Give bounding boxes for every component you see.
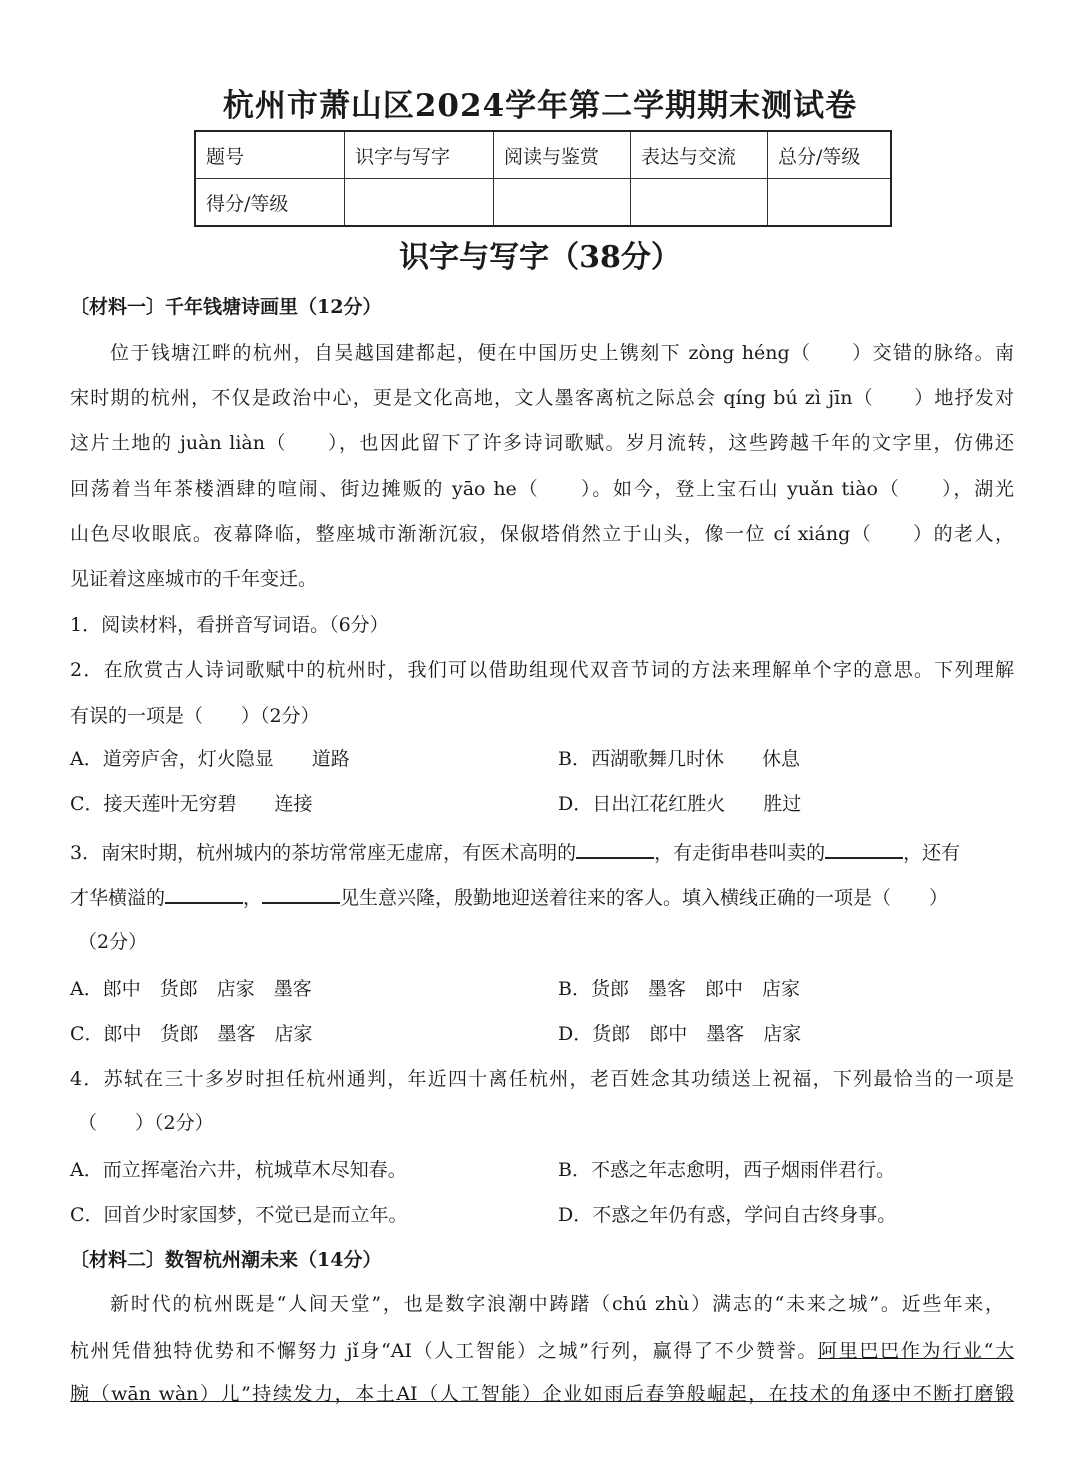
score-cell	[768, 179, 892, 227]
paragraph-line: 回荡着当年茶楼酒肆的喧闹、街边摊贩的 yāo he（ ）。如今，登上宝石山 yuǎn tiào（ ），湖光	[70, 478, 1014, 500]
option-c: C．郎中 货郎 墨客 店家	[70, 1023, 313, 1045]
exam-title: 杭州市萧山区2024学年第二学期期末测试卷	[222, 88, 858, 124]
score-cell: 题号	[195, 131, 345, 179]
score-cell: 表达与交流	[631, 131, 768, 179]
stem-text: ，还有	[903, 842, 961, 864]
option-c: C．回首少时家国梦，不觉已是而立年。	[70, 1204, 408, 1226]
score-cell	[345, 179, 494, 227]
option-b: B．不惑之年志愈明，西子烟雨伴君行。	[558, 1159, 895, 1181]
answer-blank	[165, 884, 243, 904]
question-2-stem: 2．在欣赏古人诗词歌赋中的杭州时，我们可以借助组现代双音节词的方法来理解单个字的意思。下列理解	[70, 659, 1014, 681]
question-1: 1．阅读材料，看拼音写词语。（6分）	[70, 614, 389, 636]
question-3-stem	[70, 839, 960, 866]
stem-text: 3．南宋时期，杭州城内的茶坊常常座无虚席，有医术高明的	[70, 842, 577, 864]
option-a: A．而立挥毫治六井，杭城草木尽知春。	[70, 1159, 407, 1181]
paragraph-line: 这片土地的 juàn liàn（ ），也因此留下了许多诗词歌赋。岁月流转，这些跨越千年的文字里，仿佛还	[70, 432, 1014, 454]
question-3-stem	[70, 884, 948, 911]
answer-blank	[576, 839, 654, 859]
score-cell	[494, 179, 631, 227]
material2-heading: 〔材料二〕数智杭州潮未来（14分）	[70, 1249, 382, 1271]
option-d: D．不惑之年仍有惑，学问自古终身事。	[558, 1204, 897, 1226]
paragraph-line: 宋时期的杭州，不仅是政治中心，更是文化高地，文人墨客离杭之际总会 qíng bú zì jīn（ ）地抒发对	[70, 387, 1014, 409]
score-cell: 得分/等级	[195, 179, 345, 227]
stem-text: ，	[243, 887, 263, 909]
paragraph-line: 见证着这座城市的千年变迁。	[70, 568, 318, 590]
option-a: A．郎中 货郎 店家 墨客	[70, 978, 312, 1000]
material1-heading: 〔材料一〕千年钱塘诗画里（12分）	[70, 296, 382, 318]
underlined-text: 阿里巴巴作为行业“大	[818, 1340, 1014, 1362]
stem-text: 见生意兴隆，殷勤地迎送着往来的客人。填入横线正确的一项是（ ）	[340, 887, 949, 909]
paragraph-line: 山色尽收眼底。夜幕降临，整座城市渐渐沉寂，保俶塔俏然立于山头，像一位 cí xiáng（ ）的老人，	[70, 523, 1014, 545]
paragraph-line: 新时代的杭州既是“人间天堂”，也是数字浪潮中踌躇（chú zhù）满志的“未来之城”。近些年来，	[110, 1293, 1004, 1315]
stem-text: ，有走街串巷叫卖的	[654, 842, 826, 864]
score-cell: 识字与写字	[345, 131, 494, 179]
paragraph-line: 位于钱塘江畔的杭州，自吴越国建都起，便在中国历史上镌刻下 zòng héng（ ）交错的脉络。南	[110, 342, 1014, 364]
answer-blank	[825, 839, 903, 859]
score-cell	[631, 179, 768, 227]
question-2-stem: 有误的一项是（ ）（2分）	[70, 705, 320, 727]
question-3-score: （2分）	[78, 931, 148, 953]
paragraph-text: 杭州凭借独特优势和不懈努力 jǐ身“AI（人工智能）之城”行列，赢得了不少赞誉。	[70, 1340, 819, 1362]
score-cell: 总分/等级	[768, 131, 892, 179]
answer-blank	[262, 884, 340, 904]
underlined-paragraph-line: 腕（wān wàn）儿”持续发力，本土AI（人工智能）企业如雨后春笋般崛起，在技术的角逐中不断打磨锻	[70, 1383, 1014, 1405]
question-4-stem: 4．苏轼在三十多岁时担任杭州通判，年近四十离任杭州，老百姓念其功绩送上祝福，下列最恰当的一项是	[70, 1068, 1014, 1090]
option-d: D．货郎 郎中 墨客 店家	[558, 1023, 802, 1045]
option-a: A．道旁庐舍，灯火隐显 道路	[70, 748, 350, 770]
score-table-value-row	[195, 179, 891, 227]
stem-text: 才华横溢的	[70, 887, 166, 909]
score-table	[194, 130, 892, 227]
section-title: 识字与写字（38分）	[399, 240, 681, 275]
option-b: B．西湖歌舞几时休 休息	[558, 748, 800, 770]
option-c: C．接天莲叶无穷碧 连接	[70, 793, 313, 815]
option-d: D．日出江花红胜火 胜过	[558, 793, 802, 815]
score-table-header-row	[195, 131, 891, 179]
option-b: B．货郎 墨客 郎中 店家	[558, 978, 800, 1000]
paragraph-line	[70, 1338, 1014, 1364]
question-4-stem: （ ）（2分）	[78, 1112, 214, 1134]
score-cell: 阅读与鉴赏	[494, 131, 631, 179]
